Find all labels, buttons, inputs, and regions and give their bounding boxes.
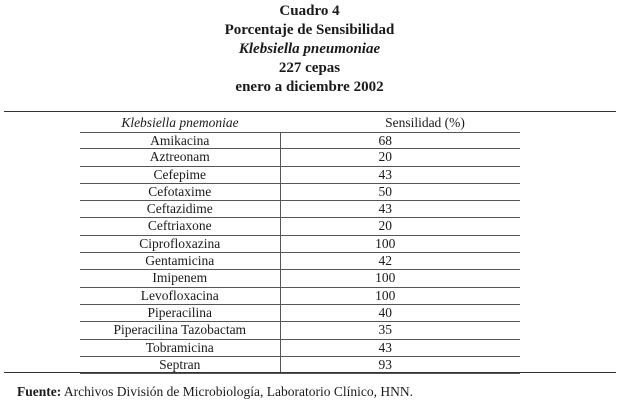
antibiotic-name: Piperacilina	[80, 305, 281, 321]
table-row	[80, 305, 520, 322]
antibiotic-name: Piperacilina Tazobactam	[80, 322, 281, 338]
source-note	[17, 384, 413, 400]
column-header-organism: Klebsiella pnemoniae	[121, 115, 239, 130]
source-text: Archivos División de Microbiología, Laboratorio Clínico, HNN.	[63, 384, 413, 399]
sensitivity-value: 43	[378, 339, 392, 355]
sensitivity-value: 100	[375, 287, 396, 303]
sensitivity-value: 100	[375, 235, 396, 251]
sensitivity-value: 40	[378, 304, 392, 320]
antibiotic-name: Levofloxacina	[80, 288, 281, 304]
table-row	[80, 340, 520, 357]
column-header-sensitivity: Sensilidad (%)	[385, 115, 465, 130]
table-row	[80, 236, 520, 253]
sensitivity-value: 20	[378, 149, 392, 165]
sensitivity-value: 43	[378, 166, 392, 182]
sensitivity-value: 42	[378, 253, 392, 269]
antibiotic-name: Aztreonam	[80, 149, 281, 165]
table-row	[80, 184, 520, 201]
table-row	[80, 201, 520, 218]
sensitivity-value: 35	[378, 322, 392, 338]
table-row	[80, 149, 520, 166]
top-rule	[4, 111, 616, 112]
table-row	[80, 270, 520, 287]
table-caption	[0, 2, 619, 97]
source-label: Fuente:	[17, 384, 62, 399]
table-row	[80, 218, 520, 235]
caption-number: Cuadro 4	[279, 3, 340, 19]
sensitivity-value: 100	[375, 270, 396, 286]
sensitivity-value: 68	[378, 133, 392, 148]
sensitivity-table	[80, 132, 520, 374]
antibiotic-name: Tobramicina	[80, 340, 281, 356]
antibiotic-name: Amikacina	[80, 133, 281, 148]
antibiotic-name: Cefotaxime	[80, 184, 281, 200]
sensitivity-value: 20	[378, 218, 392, 234]
bottom-rule	[4, 372, 616, 373]
caption-species: Klebsiella pneumoniae	[238, 41, 381, 57]
caption-sample-size: 227 cepas	[278, 60, 341, 76]
antibiotic-name: Gentamicina	[80, 253, 281, 269]
antibiotic-name: Ceftazidime	[80, 201, 281, 217]
table-row	[80, 167, 520, 184]
sensitivity-value: 93	[378, 356, 392, 372]
sensitivity-value: 43	[378, 201, 392, 217]
table-row	[80, 132, 520, 149]
antibiotic-name: Ciprofloxazina	[80, 236, 281, 252]
caption-period: enero a diciembre 2002	[235, 79, 384, 95]
antibiotic-name: Cefepime	[80, 167, 281, 183]
antibiotic-name: Ceftriaxone	[80, 218, 281, 234]
sensitivity-value: 50	[378, 183, 392, 199]
antibiotic-name: Imipenem	[80, 270, 281, 286]
caption-title: Porcentaje de Sensibilidad	[224, 22, 395, 38]
table-row	[80, 288, 520, 305]
table-row	[80, 253, 520, 270]
table-row	[80, 322, 520, 339]
antibiotic-name: Septran	[80, 357, 281, 373]
